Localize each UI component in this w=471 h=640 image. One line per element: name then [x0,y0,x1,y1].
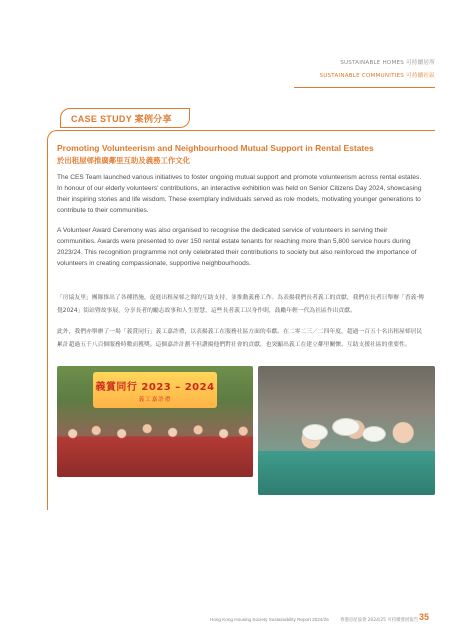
footer-report-en: Hong Kong Housing Society Sustainability Report 2024/25 [210,617,329,622]
paragraph-en-2: A Volunteer Award Ceremony was also organised to recognise the dedicated service of volunteers in serving their communities. Awards were presented to over 150 rental estate tenants for reaching more than 5,800 service hours during 2023/24. This recognition programme not only celebrated their contributions to society but also reinforced the importance of volunteers in creating compassionate, supportive neighbourhoods. [57,227,417,267]
case-study-title-zh: 於出租屋邨推廣鄰里互助及義務工作文化 [57,156,191,165]
event-banner [93,372,217,408]
elderly-volunteers-photo [258,366,435,495]
paragraph-en-1: The CES Team launched various initiatives to foster ongoing mutual support and promote volunteerism across rental estates. In honour of our elderly volunteers' contributions, an interactive exhibition was held on Senior Citizens Day 2024, showcasing their inspiring stories and life wisdom. These exemplary individuals served as role models, motivating younger generations to contribute to their communities. [57,174,422,214]
speech-sign [332,418,360,436]
speech-sign [362,426,386,442]
header-divider [294,87,435,88]
award-ceremony-photo [57,366,253,477]
banner-subtitle: 義工嘉許禮 [138,396,172,403]
case-study-title-en: Promoting Volunteerism and Neighbourhood Mutual Support in Rental Estates [57,143,374,153]
banner-title: 義賞同行 2023 – 2024 [95,381,215,393]
paragraph-zh-2: 此外，我們亦舉辦了一場「義賞同行」義工嘉許禮，以表揚義工在服務社區方面的奉獻。在二零二三／二四年度，超過一百五十名出租屋邨居民累計超過五千八百個服務時數而獲獎。這個嘉許計劃不但讚揚他們對社會的貢獻，也突顯出義工在建立鄰里關懷、互助支援社區的重要性。 [57,329,423,348]
page-number: 35 [419,612,430,622]
paragraph-zh-1: 「房協友里」團隊推出了各種措施，促進出租屋邨之間的互助支持，並推動義務工作。為表揚我們長者義工的貢獻，我們在長者日舉辦「香義‧傳覺2024」街站暨故事展，分享長者的勵志故事和人生智慧，這些長者義工以身作則，鼓勵年輕一代為社區作出貢獻。 [57,295,425,314]
footer-report-zh: 香港房屋協會 2024/25 可持續發展報告 [340,618,419,623]
section-header-communities: SUSTAINABLE COMMUNITIES 可持續社區 [319,73,435,79]
section-header-homes: SUSTAINABLE HOMES 可持續居所 [340,60,435,66]
volunteer-group [57,415,253,477]
case-study-tab: CASE STUDY 案例分享 [60,108,190,128]
speech-sign [302,424,328,441]
